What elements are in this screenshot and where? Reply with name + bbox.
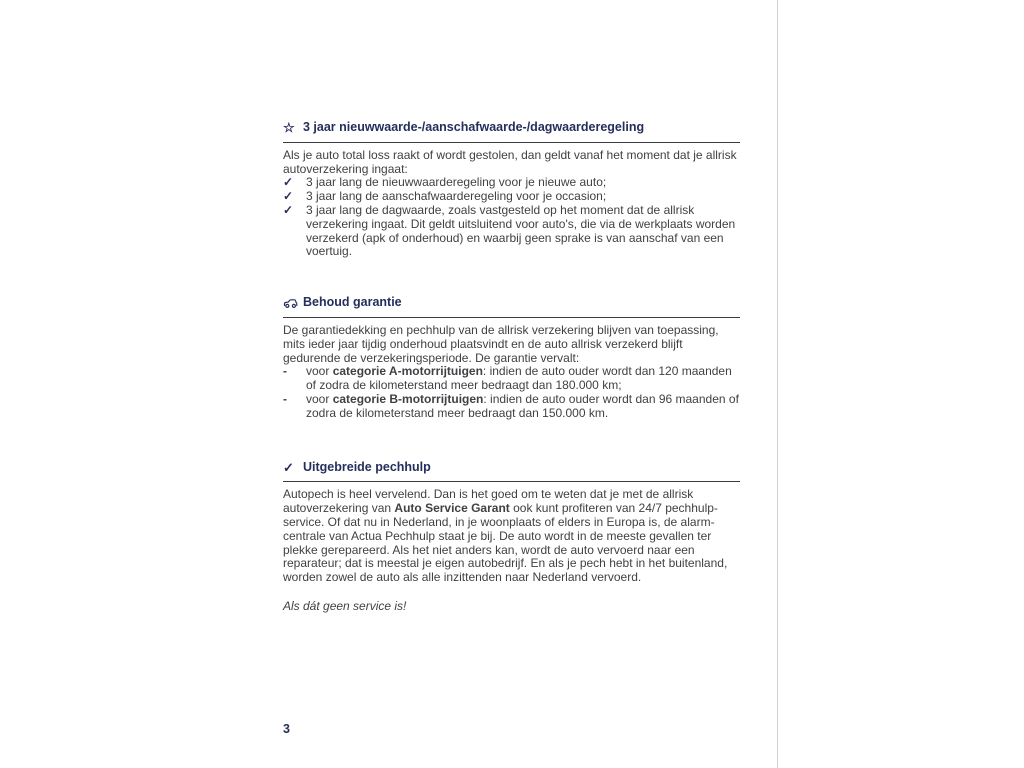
section-warranty-retention [283, 296, 740, 420]
brand-name: Auto Service Garant [394, 501, 510, 516]
section-intro: De garantiedekking en pechhulp van de allrisk verzekering blijven van toepassing, mits ieder jaar tijdig onderhoud plaatsvindt en de auto allrisk verzekerd blijft gedurende de verzekeringsperiode. De garantie vervalt: [283, 322, 719, 365]
dash-bullet: - [283, 364, 287, 379]
star-icon: ☆ [283, 120, 295, 136]
category-a-label: categorie A-motorrijtuigen [332, 364, 483, 379]
section-roadside-assistance [283, 461, 740, 614]
section-heading [283, 121, 740, 143]
list-item-text: voor categorie B-motorrijtuigen: indien de auto ouder wordt dan 96 maanden of zodra de kilometerstand meer bedraagt dan 150.000 km. [306, 391, 739, 420]
section-intro: Als je auto total loss raakt of wordt gestolen, dan geldt vanaf het moment dat je allrisk autoverzekering ingaat: [283, 147, 737, 176]
check-icon: ✓ [283, 459, 294, 475]
section-heading [283, 461, 740, 483]
section-title: Uitgebreide pechhulp [303, 459, 431, 474]
list-item-text: 3 jaar lang de aanschafwaarderegeling voor je occasion; [306, 189, 607, 204]
check-icon: ✓ [283, 189, 294, 204]
list-item-text: 3 jaar lang de nieuwwaarderegeling voor je nieuwe auto; [306, 175, 607, 190]
list-item [283, 204, 740, 259]
list-item [283, 393, 740, 421]
category-b-label: categorie B-motorrijtuigen [332, 391, 484, 406]
page-edge-divider [777, 0, 778, 768]
check-icon: ✓ [283, 202, 294, 217]
document-page [283, 121, 740, 614]
section-paragraph: Autopech is heel vervelend. Dan is het goed om te weten dat je met de allrisk autoverzekering van Auto Service Garant ook kunt profiteren van 24/7 pechhulp-service. Of dat nu in Nederland, in je woonplaats of elders in Europa is, de alarm-centrale van Actua Pechhulp staat je bij. De auto wordt in de meeste gevallen ter plekke gerepareerd. Als het niet anders kan, wordt de auto vervoerd naar een reparateur; dat is meestal je eigen autobedrijf. En als je pech hebt in het buitenland, worden zowel de auto als alle inzittenden naar Nederland vervoerd. [283, 487, 728, 585]
check-icon: ✓ [283, 175, 294, 190]
section-heading [283, 296, 740, 318]
section-title: 3 jaar nieuwwaarde-/aanschafwaarde-/dagwaarderegeling [303, 120, 645, 134]
section-title: Behoud garantie [303, 295, 402, 310]
list-item [283, 176, 740, 190]
list-item [283, 190, 740, 204]
page-number: 3 [283, 722, 290, 736]
list-item [283, 365, 740, 393]
car-icon [283, 298, 303, 309]
section-valuation-rules [283, 121, 740, 259]
service-tagline: Als dát geen service is! [283, 598, 407, 613]
list-item-text: voor categorie A-motorrijtuigen: indien de auto ouder wordt dan 120 maanden of zodra de kilometerstand meer bedraagt dan 180.000 km; [306, 364, 732, 393]
list-item-text: 3 jaar lang de dagwaarde, zoals vastgesteld op het moment dat de allrisk verzekering ingaat. Dit geldt uitsluitend voor auto's, die via de werkplaats worden verzekerd (apk of onderhoud) en waarbij geen sprake is van aanschaf van een voertuig. [306, 202, 736, 259]
dash-bullet: - [283, 391, 287, 406]
